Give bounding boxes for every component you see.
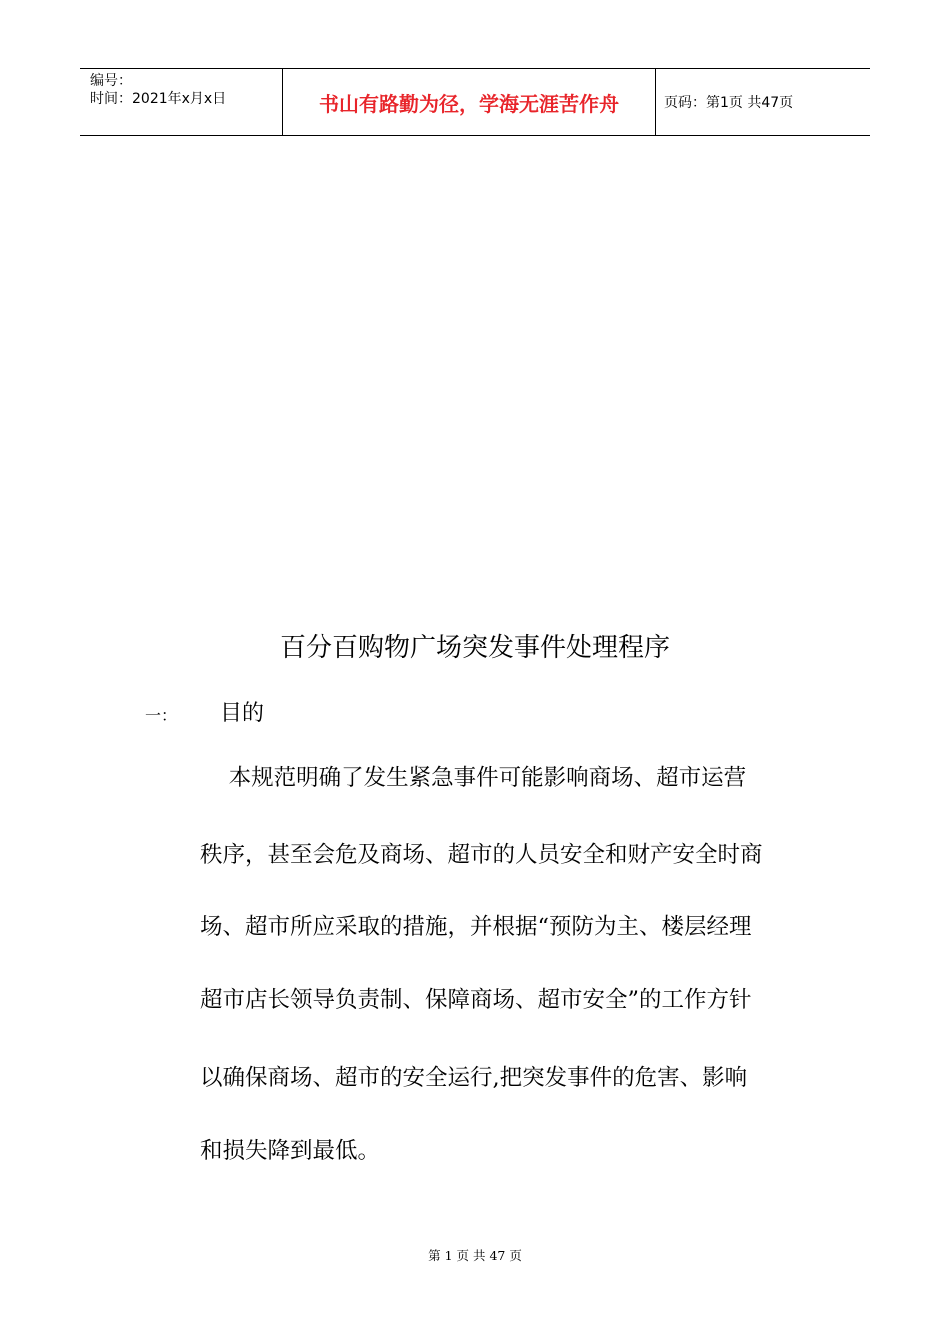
section-number: 一： xyxy=(145,706,178,725)
page-footer: 第 1 页 共 47 页 xyxy=(428,1248,522,1263)
paragraph-line: 场、超市所应采取的措施，并根据“预防为主、楼层经理 xyxy=(200,914,752,940)
paragraph-line: 本规范明确了发生紧急事件可能影响商场、超市运营 xyxy=(200,765,747,791)
page-info: 页码：第1页 共47页 xyxy=(664,95,794,111)
header-meta-cell xyxy=(80,69,282,135)
paragraph-line: 超市店长领导负责制、保障商场、超市安全”的工作方针 xyxy=(200,987,752,1013)
paragraph-line: 以确保商场、超市的安全运行,把突发事件的危害、影响 xyxy=(200,1065,748,1091)
header-motto-cell xyxy=(282,69,656,135)
date-line: 时间：2021年x月x日 xyxy=(90,91,227,107)
section-title: 目的 xyxy=(220,701,265,726)
paragraph-line: 和损失降到最低。 xyxy=(200,1138,381,1164)
serial-number-label: 编号： xyxy=(90,73,132,89)
document-title: 百分百购物广场突发事件处理程序 xyxy=(279,633,670,663)
header-page-cell xyxy=(656,69,870,135)
paragraph-line: 秩序，甚至会危及商场、超市的人员安全和财产安全时商 xyxy=(200,842,763,868)
motto-text: 书山有路勤为径，学海无涯苦作舟 xyxy=(319,92,619,116)
header-table xyxy=(80,68,870,136)
